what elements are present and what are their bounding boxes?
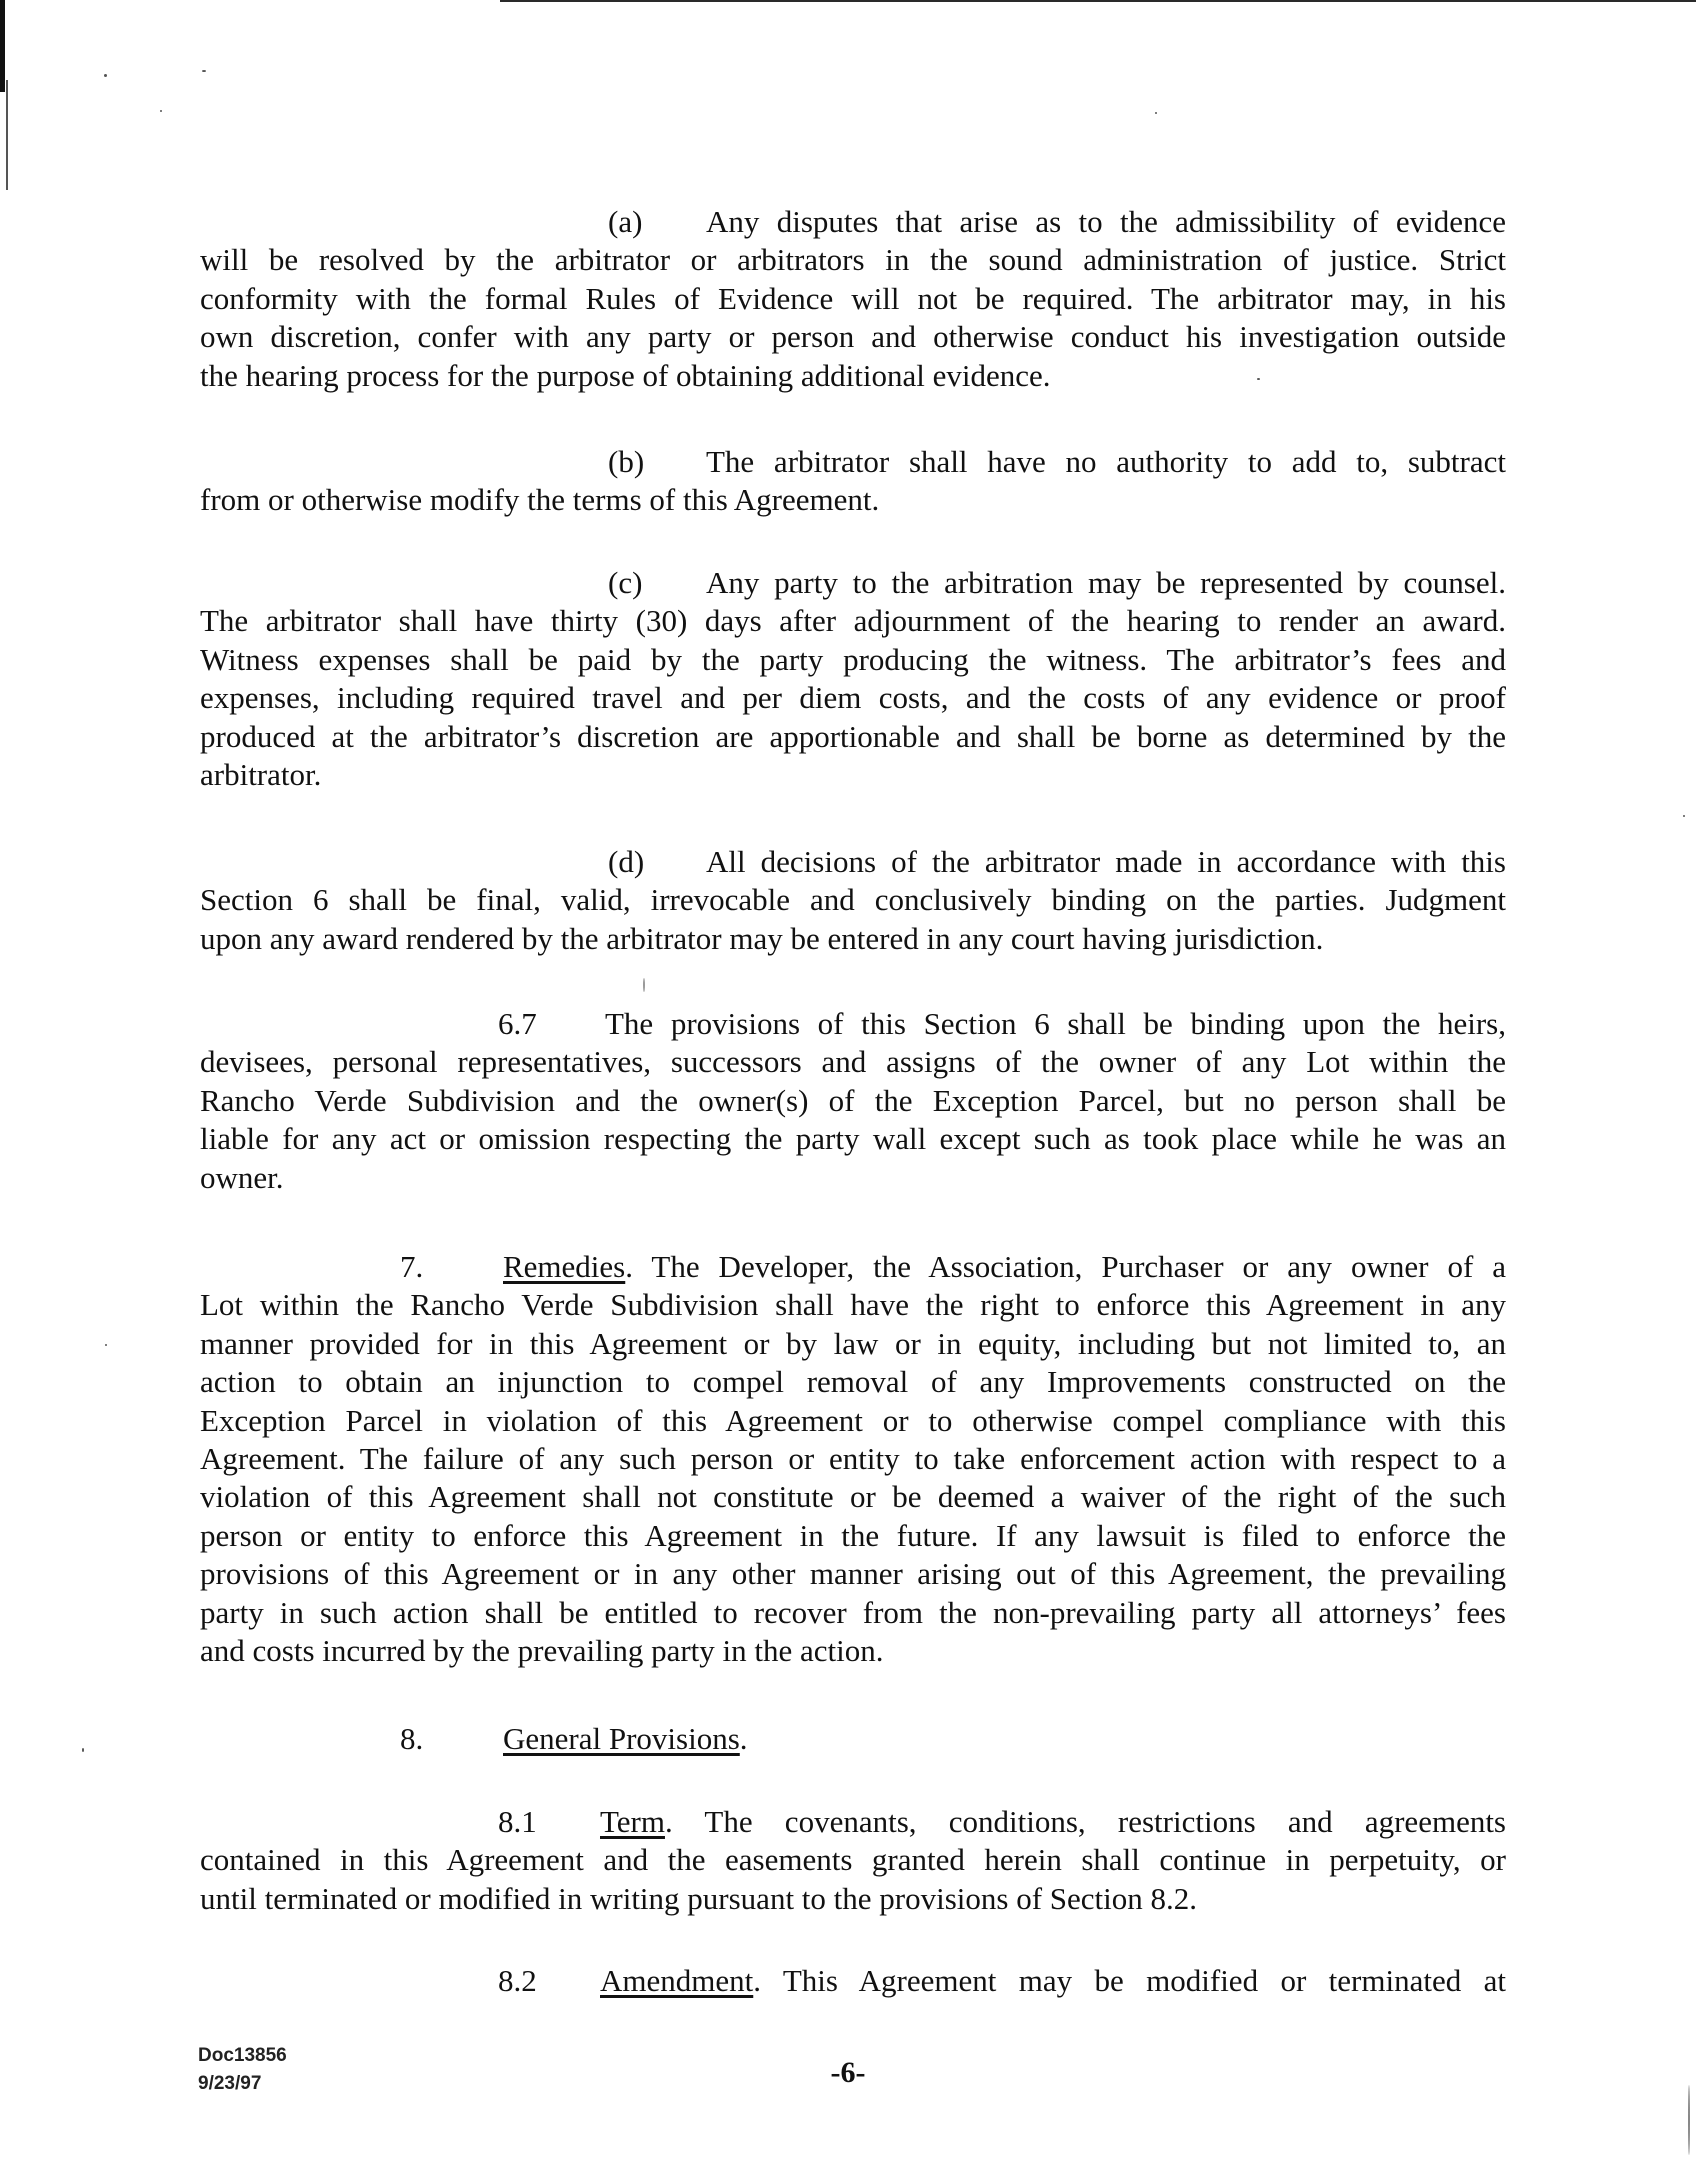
paragraph-line: Agreement. The failure of any such person or entity to take enforcement action with respect to a (200, 1441, 1506, 1477)
section-number: 7. (400, 1249, 424, 1284)
paragraph-line: Rancho Verde Subdivision and the owner(s) of the Exception Parcel, but no person shall be (200, 1082, 1506, 1118)
paragraph-first-line (200, 843, 1506, 881)
paragraph-line: owner. (200, 1159, 284, 1195)
paragraph-6-6-b (200, 443, 1506, 520)
paragraph-line: expenses, including required travel and per diem costs, and the costs of any evidence or proof (200, 680, 1506, 716)
paragraph-6-7 (200, 1005, 1506, 1197)
paragraph-line: upon any award rendered by the arbitrator may be entered in any court having jurisdiction. (200, 920, 1324, 956)
paragraph-line: person or entity to enforce this Agreement in the future. If any lawsuit is filed to enforce the (200, 1517, 1506, 1553)
section-number: 8.1 (498, 1804, 537, 1839)
scan-speck (104, 74, 107, 77)
paragraph-6-6-a (200, 203, 1506, 395)
paragraph-text: . The Developer, the Association, Purchaser or any owner of a (625, 1249, 1506, 1284)
paragraph-text: The provisions of this Section 6 shall be binding upon the heirs, (605, 1006, 1506, 1041)
paragraph-line: the hearing process for the purpose of obtaining additional evidence. (200, 357, 1051, 393)
section-heading: General Provisions (503, 1721, 740, 1756)
paragraph-line: The arbitrator shall have thirty (30) days after adjournment of the hearing to render an award. (200, 603, 1506, 639)
scan-speck (1688, 2085, 1690, 2155)
paragraph-label: (a) (608, 204, 643, 239)
section-heading: Remedies (503, 1249, 626, 1284)
paragraph-line: action to obtain an injunction to compel removal of any Improvements constructed on the (200, 1364, 1506, 1400)
paragraph-6-6-d (200, 843, 1506, 958)
scan-speck (160, 110, 162, 112)
paragraph-line: will be resolved by the arbitrator or arbitrators in the sound administration of justice. Strict (200, 242, 1506, 278)
section-number: 8. (400, 1721, 424, 1756)
paragraph-line: Witness expenses shall be paid by the party producing the witness. The arbitrator’s fees and (200, 641, 1506, 677)
paragraph-line: devisees, personal representatives, successors and assigns of the owner of any Lot within the (200, 1044, 1506, 1080)
paragraph-label: (b) (608, 444, 645, 479)
paragraph-line: conformity with the formal Rules of Evidence will not be required. The arbitrator may, in his (200, 280, 1506, 316)
paragraph-label: 6.7 (498, 1006, 537, 1041)
paragraph-first-line (200, 564, 1506, 602)
paragraph-line: manner provided for in this Agreement or by law or in equity, including but not limited to, an (200, 1325, 1506, 1361)
section-heading: Term (600, 1804, 665, 1839)
section-number: 8.2 (498, 1963, 537, 1998)
paragraph-label: (c) (608, 565, 643, 600)
scan-speck (1155, 112, 1157, 114)
paragraph-6-6-c (200, 564, 1506, 794)
paragraph-first-line (200, 443, 1506, 481)
paragraph-line: violation of this Agreement shall not constitute or be deemed a waiver of the right of the such (200, 1479, 1506, 1515)
paragraph-line: and costs incurred by the prevailing party in the action. (200, 1633, 884, 1669)
scan-left-edge-mark (6, 80, 8, 190)
paragraph-line: Exception Parcel in violation of this Agreement or to otherwise compel compliance with this (200, 1402, 1506, 1438)
paragraph-first-line (200, 203, 1506, 241)
paragraph-first-line (200, 1005, 1506, 1043)
paragraph-line: own discretion, confer with any party or person and otherwise conduct his investigation outside (200, 319, 1506, 355)
paragraph-text: Any party to the arbitration may be represented by counsel. (706, 565, 1506, 600)
paragraph-line: until terminated or modified in writing pursuant to the provisions of Section 8.2. (200, 1880, 1198, 1916)
scan-speck (202, 70, 206, 72)
scan-left-edge-mark (0, 0, 5, 92)
scan-speck (82, 1748, 84, 1752)
paragraph-text: All decisions of the arbitrator made in accordance with this (706, 844, 1506, 879)
paragraph-line: produced at the arbitrator’s discretion are apportionable and shall be borne as determined by the (200, 718, 1506, 754)
paragraph-line: liable for any act or omission respecting the party wall except such as took place while he was an (200, 1121, 1506, 1157)
paragraph-label: (d) (608, 844, 645, 879)
paragraph-line: arbitrator. (200, 757, 322, 793)
paragraph-first-line (200, 1248, 1506, 1286)
scan-speck (643, 978, 645, 992)
paragraph-text: The arbitrator shall have no authority to add to, subtract (706, 444, 1506, 479)
paragraph-text: . This Agreement may be modified or terminated at (753, 1963, 1506, 1998)
section-8-general-provisions (200, 1720, 1506, 1758)
paragraph-line: Section 6 shall be final, valid, irrevocable and conclusively binding on the parties. Judgment (200, 882, 1506, 918)
doc-date: 9/23/97 (198, 2073, 262, 2094)
section-7-remedies (200, 1248, 1506, 1670)
paragraph-text: . The covenants, conditions, restrictions and agreements (664, 1804, 1506, 1839)
paragraph-line: Lot within the Rancho Verde Subdivision shall have the right to enforce this Agreement in any (200, 1287, 1506, 1323)
paragraph-line: provisions of this Agreement or in any other manner arising out of this Agreement, the prevailing (200, 1556, 1506, 1592)
scan-speck (105, 1344, 107, 1346)
paragraph-line: party in such action shall be entitled to recover from the non-prevailing party all attorneys’ fees (200, 1594, 1506, 1630)
doc-number: Doc13856 (198, 2045, 287, 2066)
paragraph-line: contained in this Agreement and the easements granted herein shall continue in perpetuity, or (200, 1842, 1506, 1878)
scan-speck (1683, 815, 1685, 817)
paragraph-first-line (200, 1962, 1506, 2000)
paragraph-text: Any disputes that arise as to the admissibility of evidence (706, 204, 1506, 239)
section-heading-period: . (739, 1721, 748, 1756)
page-number: -6- (830, 2056, 866, 2089)
scan-top-edge-line (500, 0, 1696, 2)
section-8-2-amendment (200, 1962, 1506, 2000)
paragraph-first-line (200, 1803, 1506, 1841)
section-heading: Amendment (600, 1963, 754, 1998)
section-8-1-term (200, 1803, 1506, 1918)
paragraph-first-line (200, 1720, 1506, 1758)
paragraph-line: from or otherwise modify the terms of this Agreement. (200, 482, 880, 518)
